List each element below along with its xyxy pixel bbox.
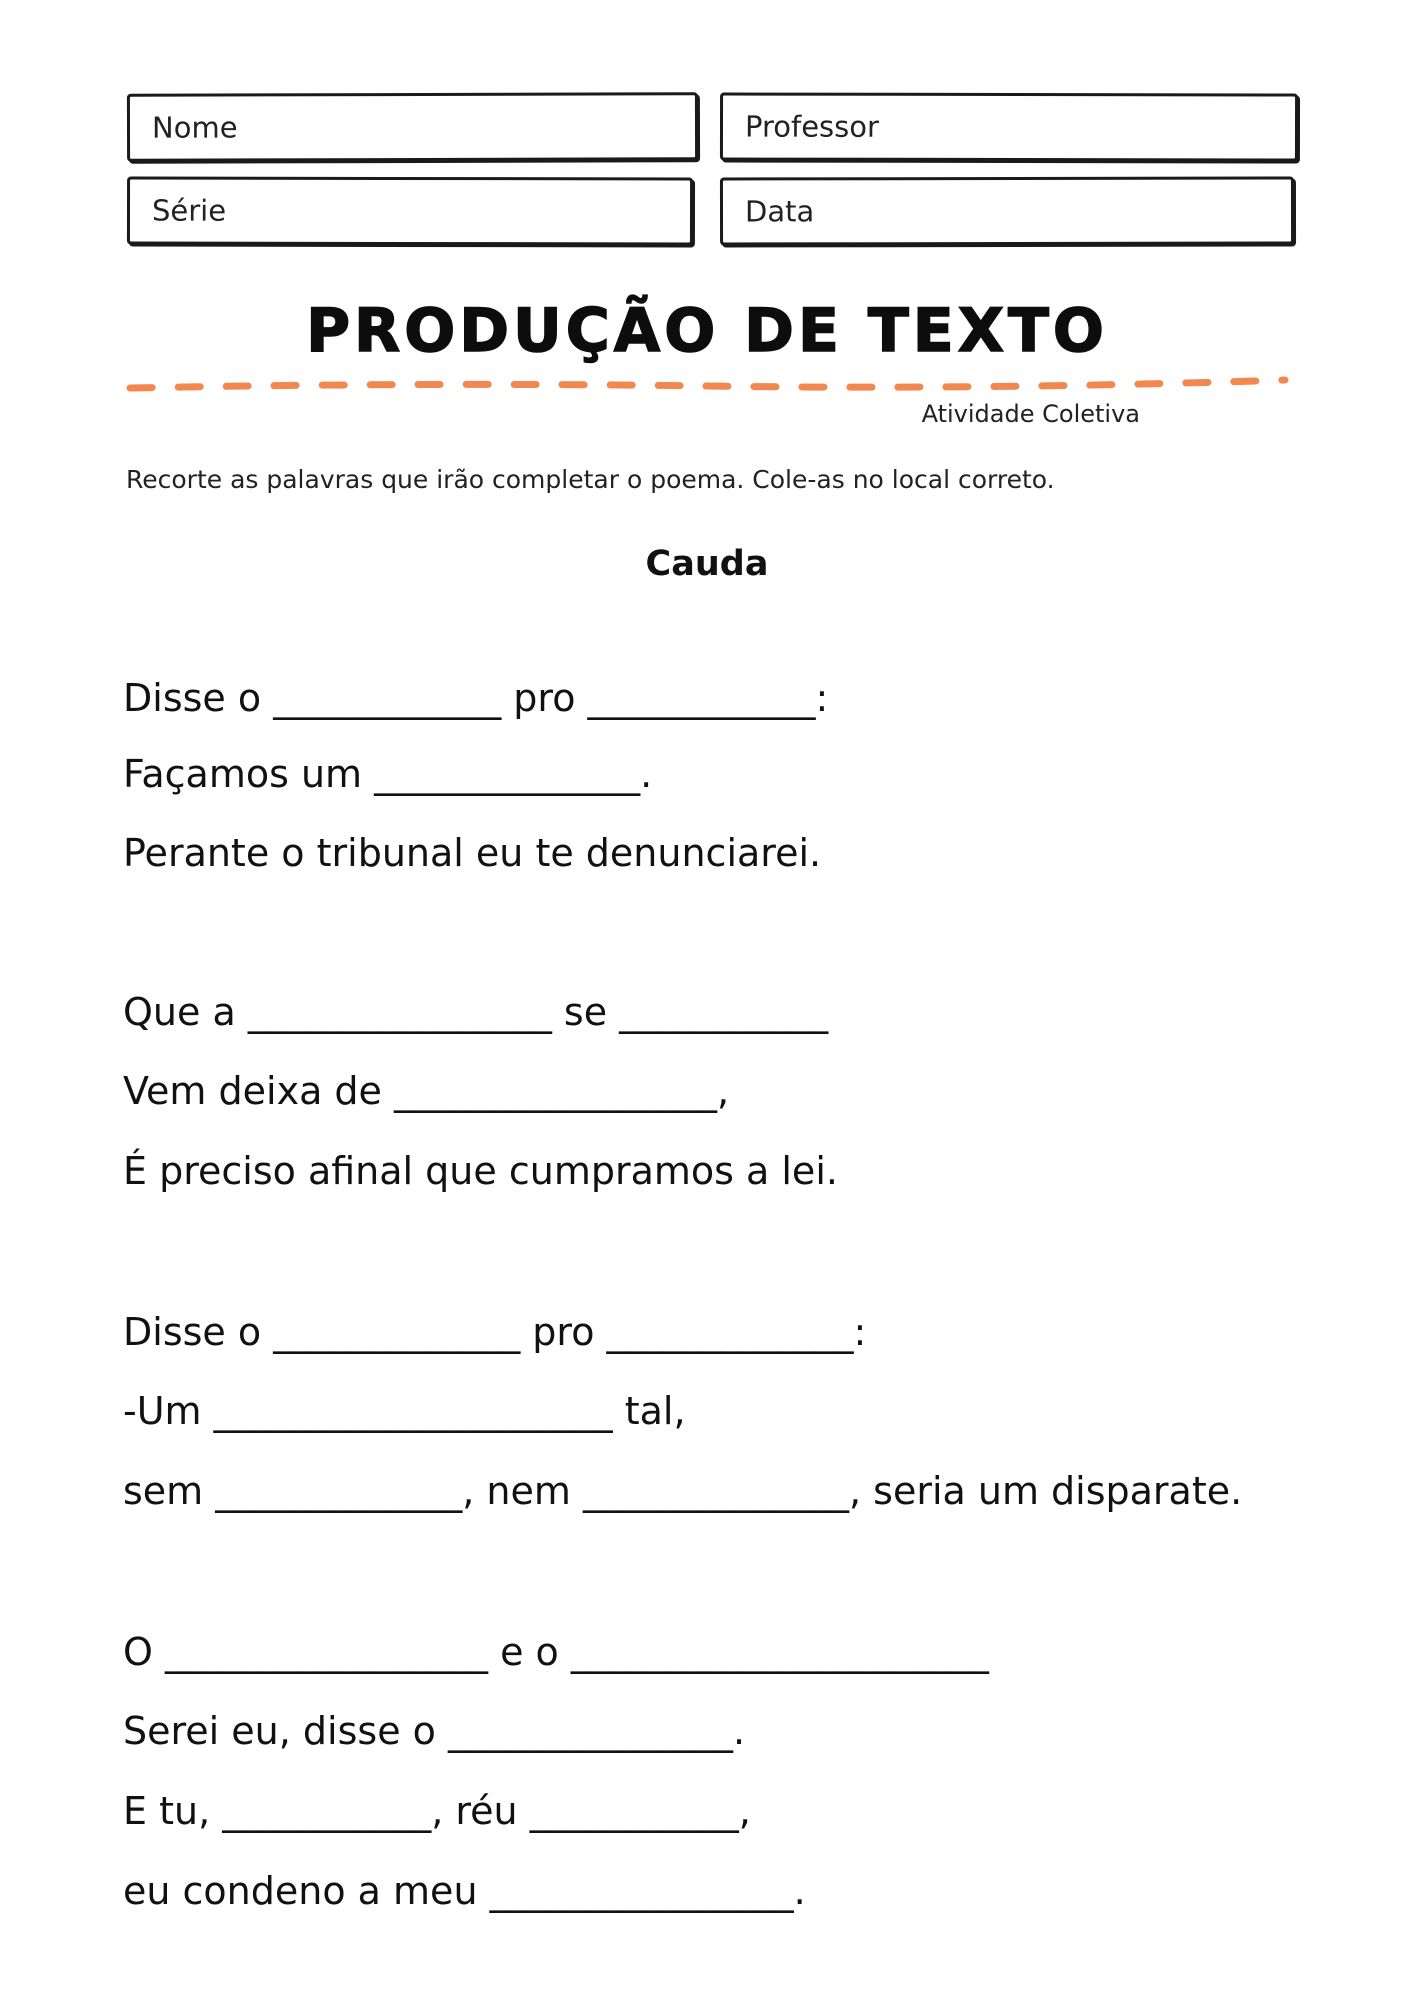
poem-line: sem _____________, nem ______________, seria um disparate. bbox=[123, 1469, 1243, 1513]
page-title: PRODUÇÃO DE TEXTO bbox=[306, 296, 1108, 366]
poem-line: O _________________ e o ______________________ bbox=[123, 1630, 989, 1674]
grade-field[interactable] bbox=[127, 177, 693, 246]
instructions-text: Recorte as palavras que irão completar o poema. Cole-as no local correto. bbox=[126, 465, 1055, 494]
dashed-divider bbox=[125, 376, 1290, 396]
poem-line: Serei eu, disse o _______________. bbox=[123, 1709, 746, 1753]
poem-line: -Um _____________________ tal, bbox=[123, 1389, 686, 1433]
teacher-field[interactable] bbox=[720, 92, 1298, 161]
name-field[interactable] bbox=[127, 92, 698, 161]
poem-line: Disse o _____________ pro _____________: bbox=[123, 1310, 867, 1354]
poem-line: Disse o ____________ pro ____________: bbox=[123, 676, 829, 720]
poem-line: Perante o tribunal eu te denunciarei. bbox=[123, 831, 822, 875]
teacher-label: Professor bbox=[744, 109, 879, 144]
poem-line: É preciso afinal que cumpramos a lei. bbox=[123, 1149, 838, 1193]
grade-label: Série bbox=[151, 193, 227, 228]
poem-line: Que a ________________ se ___________ bbox=[123, 990, 829, 1034]
poem-line: Façamos um ______________. bbox=[123, 752, 653, 796]
name-label: Nome bbox=[151, 110, 238, 145]
poem-title: Cauda bbox=[645, 544, 769, 584]
activity-subtitle: Atividade Coletiva bbox=[921, 400, 1140, 428]
date-label: Data bbox=[744, 194, 815, 229]
poem-line: E tu, ___________, réu ___________, bbox=[123, 1789, 751, 1833]
poem-line: Vem deixa de _________________, bbox=[123, 1069, 730, 1113]
date-field[interactable] bbox=[720, 176, 1294, 245]
poem-line: eu condeno a meu ________________. bbox=[123, 1869, 806, 1913]
